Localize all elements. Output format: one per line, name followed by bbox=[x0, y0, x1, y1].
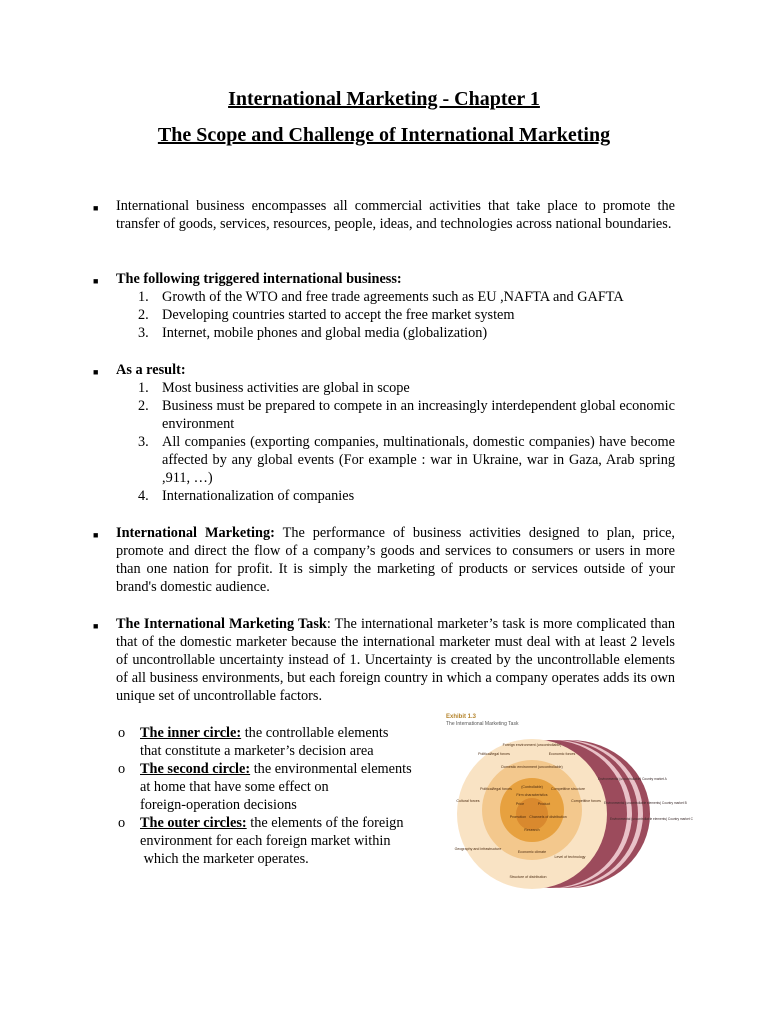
triggers-heading: The following triggered international business: bbox=[116, 271, 402, 287]
bullet-marker: ■ bbox=[93, 203, 99, 213]
paragraph-international-business: International business encompasses all commercial activities that take place to promote the transfer of goods, services, resources, people, ideas, and technologies across national boundaries. bbox=[116, 198, 675, 232]
results-heading: As a result: bbox=[116, 362, 186, 378]
label-country-market-c: Environmental (uncontrollable elements) Country market C bbox=[610, 817, 693, 821]
list-item: 4. Internationalization of companies bbox=[138, 488, 355, 504]
label-country-market-a: Environmental (uncontrollable) Country market A bbox=[598, 777, 667, 781]
label-competitive-domestic: Competitive structure bbox=[551, 787, 585, 791]
bullet-marker: ■ bbox=[93, 276, 99, 286]
label-competitive-foreign: Competitive forces bbox=[571, 799, 601, 803]
chapter-title: International Marketing - Chapter 1 bbox=[228, 88, 540, 110]
triggers-list bbox=[138, 288, 675, 342]
label-price: Price bbox=[515, 802, 525, 806]
circles-list bbox=[118, 724, 448, 868]
list-item: 3. Internet, mobile phones and global media (globalization) bbox=[138, 325, 488, 341]
label-research: Research bbox=[524, 828, 540, 832]
paragraph-marketing-task: The International Marketing Task: The international marketer’s task is more complicated than that of the domestic marketer because the international marketer must deal with at least 2 levels of uncontrollable uncertainty instead of 1. Uncertainty is created by the uncontrollable elements of all business environments, but each foreign country in which a company operates adds its own unique set of uncontrollable factors. bbox=[116, 616, 676, 704]
list-item-inner-circle: o The inner circle: the controllable elements that constitute a marketer’s decision area bbox=[118, 725, 389, 759]
label-technology: Level of technology bbox=[554, 855, 586, 859]
exhibit-subtitle: The International Marketing Task bbox=[446, 721, 519, 727]
label-political-domestic: Political/legal forces bbox=[480, 787, 512, 791]
list-item-second-circle: o The second circle: the environmental elements at home that have some effect on foreign-operation decisions bbox=[118, 761, 412, 813]
label-firm-characteristics: Firm characteristics bbox=[516, 793, 548, 797]
list-item: 1. Growth of the WTO and free trade agreements such as EU ,NAFTA and GAFTA bbox=[138, 289, 624, 305]
chapter-subtitle: The Scope and Challenge of International Marketing bbox=[157, 124, 611, 146]
label-political-foreign: Political/legal forces bbox=[478, 752, 510, 756]
label-cultural: Cultural forces bbox=[456, 799, 480, 803]
label-structure: Structure of distribution bbox=[509, 875, 547, 879]
bullet-marker: ■ bbox=[93, 367, 99, 377]
list-item: 1. Most business activities are global in scope bbox=[138, 380, 410, 396]
label-product: Product bbox=[537, 802, 551, 806]
label-foreign-environment: Foreign environment (uncontrollable) bbox=[502, 743, 562, 747]
label-economic-foreign: Economic forces bbox=[548, 752, 576, 756]
label-country-market-b: Environmental (uncontrollable elements) Country market B bbox=[604, 801, 687, 805]
list-item: 3. All companies (exporting companies, multinationals, domestic companies) have become affected by any global events (For example : war in Ukraine, war in Gaza, Arab spring ,911, …) bbox=[138, 434, 675, 486]
label-promotion: Promotion bbox=[509, 815, 527, 819]
paragraph-international-marketing: International Marketing: The performance of business activities designed to plan, price, promote and direct the flow of a company’s goods and services to consumers or users in more than one nation for profit. It is simply the marketing of products or services outside of your brand's domestic audience. bbox=[116, 525, 675, 595]
label-controllable: (Controllable) bbox=[521, 785, 543, 789]
list-item: 2. Business must be prepared to compete in an increasingly interdependent global economic environment bbox=[138, 398, 675, 432]
label-geography: Geography and infrastructure bbox=[454, 847, 502, 851]
exhibit-title: Exhibit 1.3 bbox=[446, 714, 477, 720]
label-channels: Channels of distribution bbox=[529, 815, 567, 819]
term-marketing-task: The International Marketing Task bbox=[116, 616, 327, 632]
term-international-marketing: International Marketing: bbox=[116, 525, 275, 541]
results-list bbox=[138, 379, 675, 505]
label-domestic-environment: Domestic environment (uncontrollable) bbox=[501, 765, 563, 769]
bullet-marker: ■ bbox=[93, 621, 99, 631]
list-item: 2. Developing countries started to accept the free market system bbox=[138, 307, 515, 323]
label-economic-climate: Economic climate bbox=[517, 850, 547, 854]
bullet-marker: ■ bbox=[93, 530, 99, 540]
list-item-outer-circles: o The outer circles: the elements of the foreign environment for each foreign market within which the marketer operates. bbox=[118, 815, 404, 867]
exhibit-diagram bbox=[444, 710, 693, 890]
